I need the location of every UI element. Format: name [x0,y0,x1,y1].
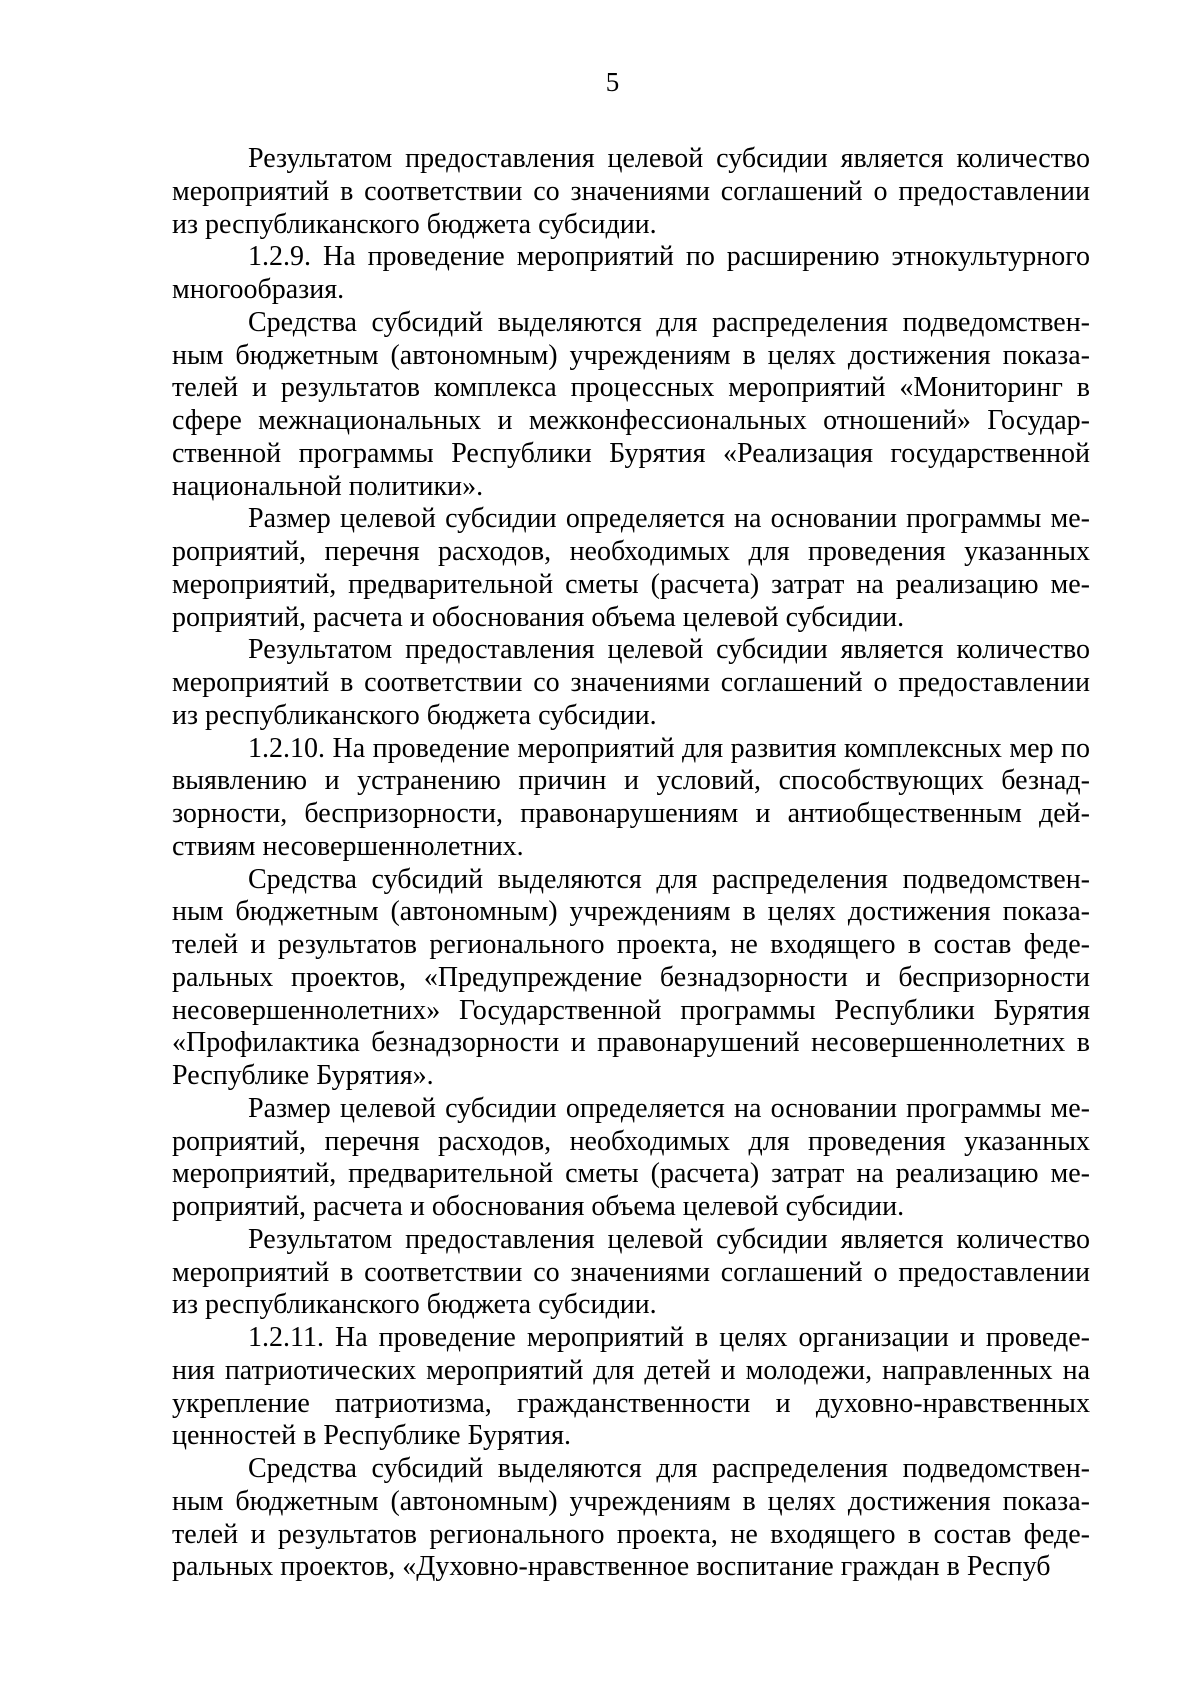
section-heading-1-2-10: 1.2.10. На проведение мероприятий для развития комплексных мер по выявлению и устранению причин и условий, способствующих безнадзорности, беспризорности, правонарушениям и антиобщественным действиям несовершеннолетних. [172,732,1090,862]
paragraph: Размер целевой субсидии определяется на основании программы мероприятий, перечня расходов, необходимых для проведения указанных мероприятий, предварительной сметы (расчета) затрат на реализацию мероприятий, расчета и обоснования объема целевой субсидии. [172,1092,1090,1222]
paragraph: Размер целевой субсидии определяется на основании программы мероприятий, перечня расходов, необходимых для проведения указанных мероприятий, предварительной сметы (расчета) затрат на реализацию мероприятий, расчета и обоснования объема целевой субсидии. [172,503,1090,633]
document-body [172,143,1090,1584]
section-heading-1-2-11: 1.2.11. На проведение мероприятий в целях организации и проведения патриотических мероприятий для детей и молодежи, направленных на укрепление патриотизма, гражданственности и духовно-нравственных ценностей в Республике Бурятия. [172,1322,1090,1452]
paragraph: Результатом предоставления целевой субсидии является количество мероприятий в соответствии со значениями соглашений о предоставлении из республиканского бюджета субсидии. [172,634,1090,731]
paragraph: Средства субсидий выделяются для распределения подведомственным бюджетным (автономным) учреждениям в целях достижения показателей и результатов комплекса процессных мероприятий «Мониторинг в сфере межнациональных и межконфессиональных отношений» Государственной программы Республики Бурятия «Реализация государственной национальной политики». [172,306,1090,502]
paragraph: Результатом предоставления целевой субсидии является количество мероприятий в соответствии со значениями соглашений о предоставлении из республиканского бюджета субсидии. [172,143,1090,240]
paragraph: Средства субсидий выделяются для распределения подведомственным бюджетным (автономным) учреждениям в целях достижения показателей и результатов регионального проекта, не входящего в состав федеральных проектов, «Духовно-нравственное воспитание граждан в Респуб [172,1453,1090,1583]
section-heading-1-2-9: 1.2.9. На проведение мероприятий по расширению этнокультурного многообразия. [172,241,1090,305]
page-number: 5 [605,67,620,97]
paragraph: Средства субсидий выделяются для распределения подведомственным бюджетным (автономным) учреждениям в целях достижения показателей и результатов регионального проекта, не входящего в состав федеральных проектов, «Предупреждение безнадзорности и беспризорности несовершеннолетних» Государственной программы Республики Бурятия «Профилактика безнадзорности и правонарушений несовершеннолетних в Республике Бурятия». [172,863,1090,1091]
paragraph: Результатом предоставления целевой субсидии является количество мероприятий в соответствии со значениями соглашений о предоставлении из республиканского бюджета субсидии. [172,1223,1090,1321]
